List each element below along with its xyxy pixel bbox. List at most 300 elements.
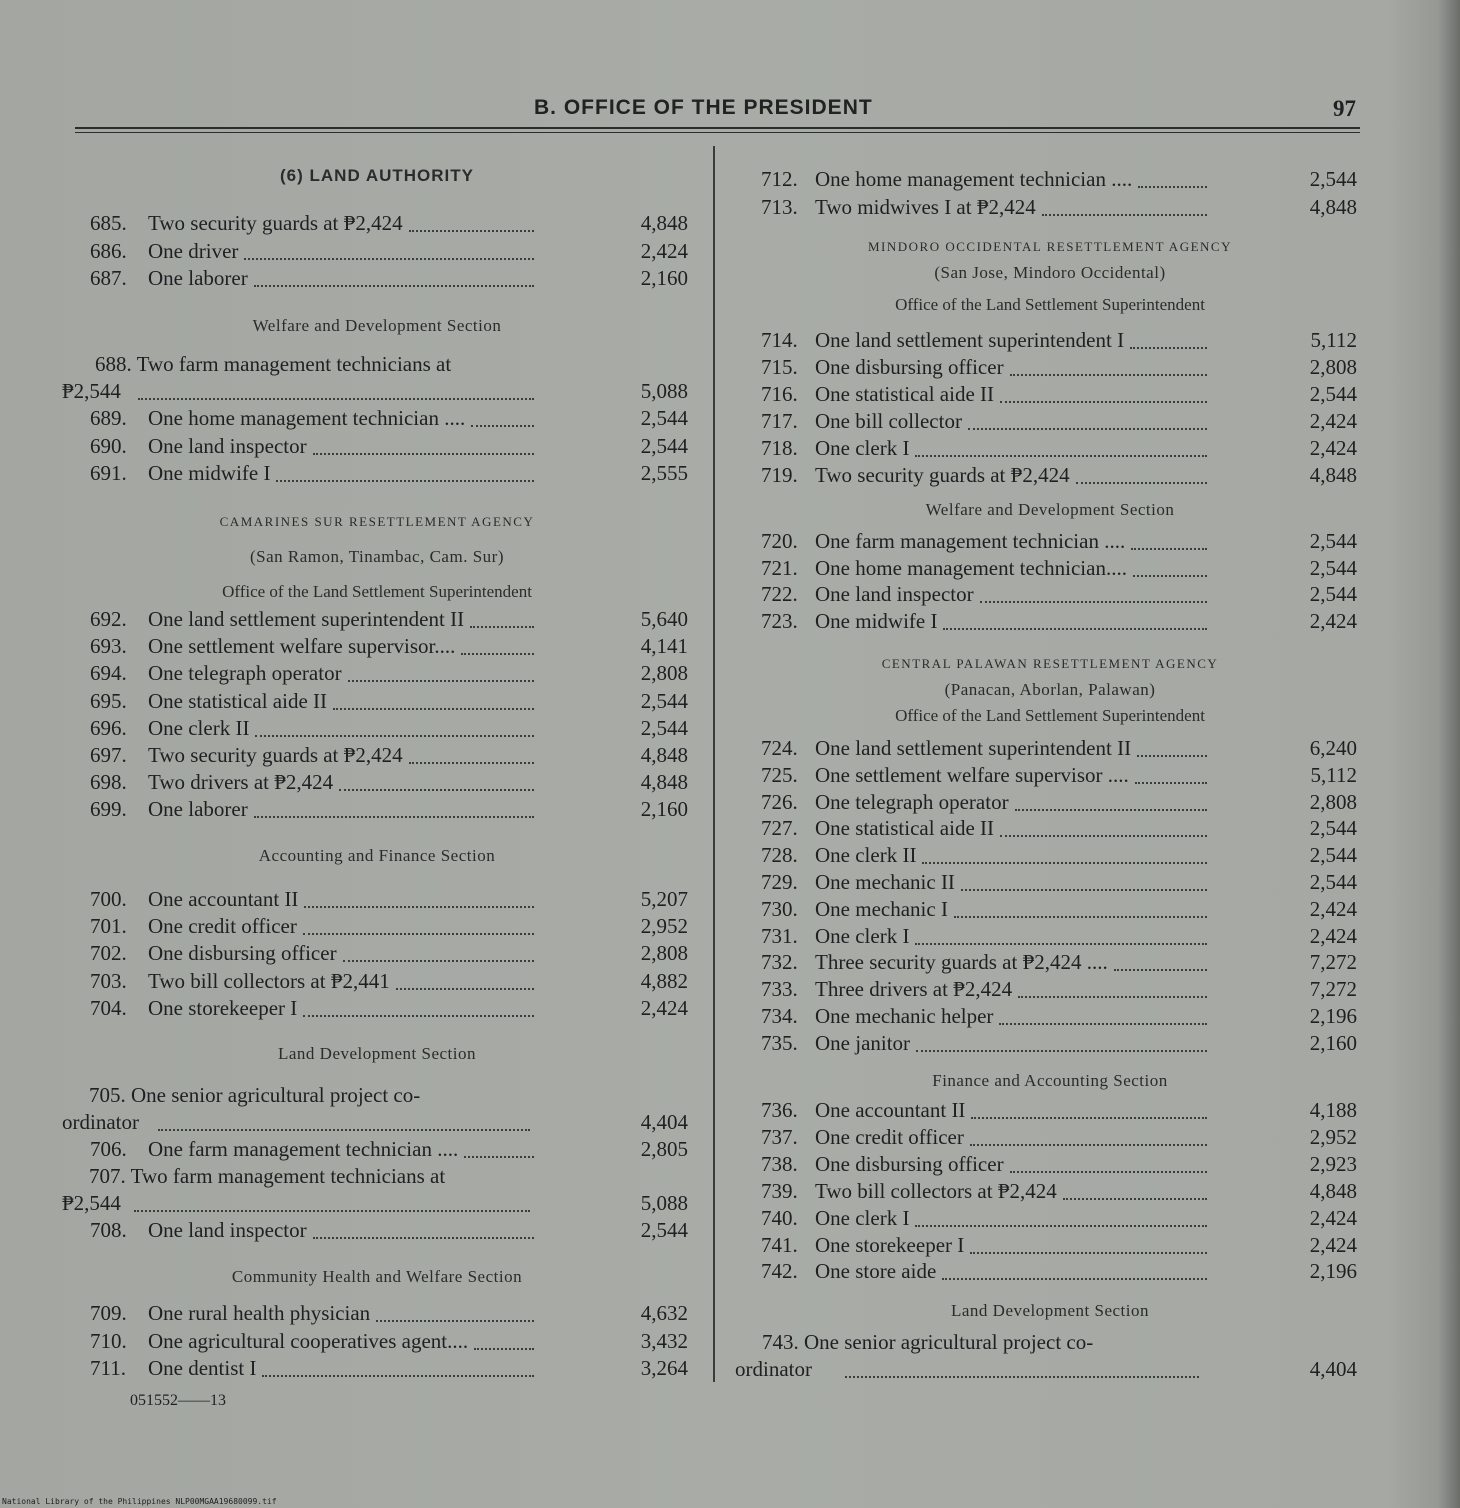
item-707-line1: 707. Two farm management technicians at — [89, 1164, 446, 1188]
item-description: One agricultural cooperatives agent.... — [148, 1328, 469, 1353]
item-number: 736. — [761, 1098, 798, 1122]
section-title: (6) LAND AUTHORITY — [280, 166, 474, 185]
line-item — [62, 1137, 692, 1163]
line-item — [735, 843, 1365, 869]
line-item — [62, 607, 692, 633]
item-amount: 2,544 — [1309, 555, 1357, 580]
item-description: One statistical aide II — [815, 382, 995, 406]
line-item — [62, 716, 692, 742]
item-description: One clerk I — [815, 923, 910, 948]
line-item — [735, 1206, 1365, 1232]
item-amount: 2,544 — [640, 1218, 688, 1242]
item-amount: 2,544 — [1309, 870, 1357, 894]
item-amount: 2,952 — [1309, 1124, 1357, 1149]
item-number: 697. — [90, 743, 127, 767]
item-amount: 2,424 — [1309, 896, 1357, 921]
line-item — [735, 1031, 1365, 1057]
section-heading-land-development: Land Development Section — [277, 1044, 476, 1063]
item-707-amount: 5,088 — [640, 1191, 688, 1215]
section-heading-welfare-mindoro: Welfare and Development Section — [925, 500, 1175, 519]
item-743-continuation: ordinator — [735, 1357, 812, 1381]
item-743-amount: 4,404 — [1309, 1357, 1357, 1381]
item-number: 729. — [761, 870, 798, 894]
line-item — [735, 1004, 1365, 1030]
item-amount: 4,848 — [1309, 194, 1357, 219]
item-number: 733. — [761, 977, 798, 1002]
item-description: One settlement welfare supervisor .... — [815, 762, 1129, 787]
item-description: Three security guards at ₱2,424 .... — [815, 950, 1108, 975]
item-amount: 4,632 — [640, 1301, 688, 1325]
agency-location-mindoro: (San Jose, Mindoro Occidental) — [934, 263, 1166, 282]
item-amount: 5,112 — [1310, 328, 1357, 352]
item-number: 735. — [761, 1030, 798, 1055]
item-amount: 2,923 — [1309, 1151, 1357, 1176]
item-description: One driver — [148, 238, 239, 263]
item-amount: 2,424 — [1309, 609, 1357, 634]
item-description: One home management technician.... — [815, 555, 1127, 580]
line-item — [735, 463, 1365, 489]
item-description: One clerk I — [815, 436, 910, 460]
leader-dots — [1130, 347, 1207, 349]
item-707-rate: ₱2,544 — [62, 1191, 121, 1215]
item-number: 690. — [90, 433, 127, 458]
leader-dots — [254, 285, 534, 287]
signature-code: 051552——13 — [130, 1392, 226, 1409]
leader-dots — [376, 1320, 534, 1322]
item-number: 727. — [761, 816, 798, 841]
leader-dots — [922, 862, 1207, 864]
item-description: One home management technician .... — [815, 167, 1133, 191]
item-amount: 5,207 — [640, 887, 688, 911]
item-number: 687. — [90, 266, 127, 290]
item-description: One accountant II — [815, 1098, 966, 1122]
leader-dots — [970, 1144, 1207, 1146]
leader-dots — [303, 1015, 534, 1017]
item-688-line2 — [62, 379, 692, 405]
line-item — [735, 556, 1365, 582]
item-amount: 5,640 — [640, 607, 688, 631]
item-description: One disbursing officer — [148, 941, 337, 966]
leader-dots — [138, 398, 534, 400]
item-description: Two drivers at ₱2,424 — [148, 770, 334, 795]
line-item — [62, 770, 692, 796]
item-number: 732. — [761, 950, 798, 975]
item-705-amount: 4,404 — [640, 1110, 688, 1134]
item-amount: 4,848 — [640, 770, 688, 795]
item-number: 714. — [761, 328, 798, 352]
item-description: One midwife I — [815, 609, 938, 634]
leader-dots — [303, 933, 534, 935]
column-divider — [713, 146, 715, 1382]
leader-dots — [158, 1129, 530, 1131]
leader-dots — [1000, 835, 1207, 837]
item-description: One telegraph operator — [148, 661, 342, 686]
item-amount: 2,424 — [640, 238, 688, 263]
item-705-continuation: ordinator — [62, 1110, 139, 1134]
line-item — [62, 406, 692, 432]
line-item — [62, 914, 692, 940]
line-item — [735, 950, 1365, 976]
item-number: 722. — [761, 582, 798, 607]
leader-dots — [409, 762, 534, 764]
line-item — [62, 1301, 692, 1327]
item-amount: 2,808 — [640, 661, 688, 686]
item-amount: 2,544 — [640, 688, 688, 713]
item-amount: 7,272 — [1309, 950, 1357, 975]
item-description: One statistical aide II — [148, 688, 328, 713]
item-688-rate: ₱2,544 — [62, 379, 121, 403]
item-number: 741. — [761, 1232, 798, 1257]
item-description: One laborer — [148, 797, 248, 822]
item-description: One accountant II — [148, 887, 299, 911]
section-heading-land-development-palawan: Land Development Section — [950, 1301, 1149, 1320]
office-heading-palawan: Office of the Land Settlement Superintendent — [895, 706, 1205, 725]
leader-dots — [915, 943, 1207, 945]
item-description: One land settlement superintendent I — [815, 328, 1125, 352]
item-description: One land inspector — [148, 433, 307, 458]
item-description: Two midwives I at ₱2,424 — [815, 194, 1036, 219]
item-number: 713. — [761, 194, 798, 219]
line-item — [62, 996, 692, 1022]
leader-dots — [1137, 755, 1207, 757]
item-number: 726. — [761, 789, 798, 814]
item-amount: 2,544 — [640, 715, 688, 740]
item-number: 693. — [90, 634, 127, 659]
leader-dots — [970, 1252, 1207, 1254]
item-705-line1: 705. One senior agricultural project co- — [89, 1083, 421, 1107]
item-number: 704. — [90, 995, 127, 1020]
leader-dots — [999, 1023, 1207, 1025]
item-number: 731. — [761, 923, 798, 948]
line-item — [735, 167, 1365, 193]
scan-credit: National Library of the Philippines NLP00MGAA19680099.tif — [2, 1497, 277, 1506]
agency-heading-mindoro: MINDORO OCCIDENTAL RESETTLEMENT AGENCY — [868, 239, 1232, 254]
item-number: 720. — [761, 529, 798, 553]
item-description: One disbursing officer — [815, 1151, 1004, 1176]
item-688-amount: 5,088 — [640, 379, 688, 403]
item-description: One home management technician .... — [148, 406, 466, 430]
item-description: One janitor — [815, 1030, 911, 1055]
item-description: One credit officer — [148, 914, 297, 939]
item-number: 710. — [90, 1328, 127, 1353]
page-header — [0, 96, 1460, 126]
item-number: 685. — [90, 211, 127, 235]
item-amount: 2,424 — [1309, 923, 1357, 948]
item-number: 699. — [90, 797, 127, 822]
leader-dots — [276, 480, 534, 482]
item-number: 703. — [90, 968, 127, 993]
line-item — [62, 969, 692, 995]
item-number: 740. — [761, 1205, 798, 1230]
item-number: 696. — [90, 715, 127, 740]
leader-dots — [343, 960, 534, 962]
office-heading-camarines: Office of the Land Settlement Superintendent — [222, 582, 532, 601]
item-743-line2 — [735, 1357, 1365, 1383]
item-description: One storekeeper I — [148, 995, 298, 1020]
item-number: 728. — [761, 843, 798, 868]
item-description: One bill collector — [815, 409, 962, 433]
leader-dots — [968, 428, 1207, 430]
line-item — [62, 1329, 692, 1355]
line-item — [62, 941, 692, 967]
leader-dots — [409, 230, 534, 232]
item-number: 709. — [90, 1301, 127, 1325]
line-item — [62, 634, 692, 660]
line-item — [735, 328, 1365, 354]
leader-dots — [1010, 1171, 1207, 1173]
line-item — [735, 195, 1365, 221]
section-heading-finance: Finance and Accounting Section — [932, 1071, 1168, 1090]
item-amount: 2,544 — [1309, 167, 1357, 191]
item-description: One midwife I — [148, 461, 271, 485]
leader-dots — [916, 1050, 1207, 1052]
item-description: One clerk I — [815, 1205, 910, 1230]
item-description: One land settlement superintendent II — [148, 607, 465, 631]
item-amount: 2,544 — [1309, 843, 1357, 868]
item-number: 691. — [90, 461, 127, 485]
item-amount: 2,424 — [640, 995, 688, 1020]
leader-dots — [464, 1156, 534, 1158]
leader-dots — [943, 628, 1207, 630]
item-number: 716. — [761, 382, 798, 406]
item-number: 708. — [90, 1218, 127, 1242]
page-number: 97 — [1333, 96, 1356, 121]
line-item — [735, 924, 1365, 950]
item-amount: 2,544 — [640, 433, 688, 458]
leader-dots — [255, 735, 534, 737]
item-amount: 7,272 — [1309, 977, 1357, 1002]
item-amount: 2,808 — [640, 941, 688, 966]
line-item — [735, 870, 1365, 896]
leader-dots — [1010, 374, 1207, 376]
item-description: One clerk II — [815, 843, 917, 868]
item-description: One farm management technician .... — [148, 1137, 459, 1161]
item-number: 718. — [761, 436, 798, 460]
leader-dots — [1131, 548, 1207, 550]
leader-dots — [1015, 809, 1207, 811]
item-number: 723. — [761, 609, 798, 634]
item-description: Two bill collectors at ₱2,424 — [815, 1178, 1057, 1203]
leader-dots — [339, 789, 534, 791]
item-number: 695. — [90, 688, 127, 713]
leader-dots — [471, 425, 534, 427]
item-description: One credit officer — [815, 1124, 964, 1149]
item-description: One farm management technician .... — [815, 529, 1126, 553]
item-688-line1: 688. Two farm management technicians at — [95, 352, 452, 376]
leader-dots — [396, 988, 534, 990]
item-707-line2 — [62, 1191, 692, 1217]
line-item — [735, 355, 1365, 381]
leader-dots — [980, 601, 1207, 603]
leader-dots — [1076, 482, 1207, 484]
line-item — [735, 897, 1365, 923]
header-rule-thin — [75, 132, 1360, 133]
agency-location-camarines: (San Ramon, Tinambac, Cam. Sur) — [250, 547, 504, 566]
item-amount: 2,544 — [1309, 816, 1357, 841]
agency-heading-camarines: CAMARINES SUR RESETTLEMENT AGENCY — [219, 514, 535, 529]
item-amount: 2,196 — [1309, 1259, 1357, 1284]
item-number: 715. — [761, 355, 798, 379]
leader-dots — [915, 455, 1207, 457]
line-item — [62, 743, 692, 769]
line-item — [62, 1356, 692, 1382]
item-number: 719. — [761, 463, 798, 487]
item-amount: 3,432 — [640, 1328, 688, 1353]
item-amount: 2,196 — [1309, 1004, 1357, 1028]
item-description: One mechanic helper — [815, 1004, 994, 1028]
item-amount: 2,952 — [640, 914, 688, 939]
leader-dots — [1000, 401, 1207, 403]
item-description: One clerk II — [148, 715, 250, 740]
item-number: 689. — [90, 406, 127, 430]
line-item — [735, 1233, 1365, 1259]
item-description: One store aide — [815, 1259, 937, 1284]
leader-dots — [845, 1376, 1199, 1378]
line-item — [735, 529, 1365, 555]
item-description: One dentist I — [148, 1356, 257, 1380]
leader-dots — [954, 916, 1207, 918]
item-amount: 2,424 — [1309, 409, 1357, 433]
item-amount: 2,555 — [640, 461, 688, 485]
leader-dots — [333, 708, 534, 710]
item-amount: 6,240 — [1309, 736, 1357, 760]
line-item — [62, 434, 692, 460]
leader-dots — [313, 1237, 534, 1239]
leader-dots — [1063, 1198, 1207, 1200]
item-description: One telegraph operator — [815, 789, 1009, 814]
leader-dots — [942, 1278, 1207, 1280]
item-amount: 2,808 — [1309, 355, 1357, 379]
line-item — [62, 266, 692, 292]
item-number: 730. — [761, 896, 798, 921]
item-number: 686. — [90, 238, 127, 263]
agency-heading-palawan: CENTRAL PALAWAN RESETTLEMENT AGENCY — [881, 656, 1219, 671]
header-rule — [75, 127, 1360, 129]
item-amount: 2,424 — [1309, 436, 1357, 460]
leader-dots — [262, 1375, 534, 1377]
item-amount: 2,544 — [1309, 582, 1357, 607]
item-amount: 4,848 — [1309, 1178, 1357, 1203]
line-item — [62, 887, 692, 913]
line-item — [735, 436, 1365, 462]
line-item — [735, 582, 1365, 608]
section-heading-community-health: Community Health and Welfare Section — [231, 1267, 523, 1286]
leader-dots — [304, 906, 534, 908]
item-number: 711. — [90, 1356, 126, 1380]
item-number: 725. — [761, 762, 798, 787]
item-amount: 4,188 — [1309, 1098, 1357, 1122]
item-number: 717. — [761, 409, 798, 433]
item-number: 692. — [90, 607, 127, 631]
leader-dots — [961, 889, 1207, 891]
leader-dots — [244, 258, 534, 260]
line-item — [62, 461, 692, 487]
line-item — [62, 239, 692, 265]
line-item — [735, 816, 1365, 842]
item-amount: 5,112 — [1310, 762, 1357, 787]
leader-dots — [134, 1210, 530, 1212]
item-number: 701. — [90, 914, 127, 939]
line-item — [735, 1125, 1365, 1151]
line-item — [735, 1259, 1365, 1285]
line-item — [735, 1179, 1365, 1205]
line-item — [735, 1152, 1365, 1178]
leader-dots — [1114, 969, 1207, 971]
item-amount: 2,805 — [640, 1137, 688, 1161]
line-item — [735, 609, 1365, 635]
item-amount: 2,424 — [1309, 1232, 1357, 1257]
item-number: 724. — [761, 736, 798, 760]
leader-dots — [1138, 186, 1207, 188]
leader-dots — [1135, 782, 1207, 784]
line-item — [735, 763, 1365, 789]
item-amount: 2,808 — [1309, 789, 1357, 814]
item-number: 742. — [761, 1259, 798, 1284]
item-amount: 2,424 — [1309, 1205, 1357, 1230]
item-description: Three drivers at ₱2,424 — [815, 977, 1013, 1002]
line-item — [735, 382, 1365, 408]
leader-dots — [1042, 214, 1207, 216]
item-description: Two security guards at ₱2,424 — [148, 743, 403, 767]
section-heading-welfare: Welfare and Development Section — [252, 316, 502, 335]
line-item — [62, 211, 692, 237]
item-description: One mechanic I — [815, 896, 948, 921]
item-amount: 4,141 — [640, 634, 688, 659]
item-description: One laborer — [148, 266, 248, 290]
item-amount: 4,848 — [640, 743, 688, 767]
item-number: 700. — [90, 887, 127, 911]
item-amount: 2,160 — [640, 797, 688, 822]
item-description: One rural health physician — [148, 1301, 371, 1325]
item-description: One storekeeper I — [815, 1232, 965, 1257]
item-number: 737. — [761, 1124, 798, 1149]
section-heading-accounting: Accounting and Finance Section — [258, 846, 496, 865]
line-item — [62, 1218, 692, 1244]
item-743-line1: 743. One senior agricultural project co- — [762, 1330, 1094, 1354]
header-title: B. OFFICE OF THE PRESIDENT — [534, 96, 873, 119]
item-705-line2 — [62, 1110, 692, 1136]
item-number: 694. — [90, 661, 127, 686]
line-item — [735, 736, 1365, 762]
line-item — [735, 409, 1365, 435]
leader-dots — [971, 1117, 1207, 1119]
item-amount: 2,544 — [1309, 382, 1357, 406]
line-item — [62, 797, 692, 823]
leader-dots — [461, 653, 534, 655]
item-number: 721. — [761, 555, 798, 580]
item-description: One statistical aide II — [815, 816, 995, 841]
line-item — [735, 790, 1365, 816]
item-number: 698. — [90, 770, 127, 795]
leader-dots — [470, 626, 534, 628]
item-amount: 4,882 — [640, 968, 688, 993]
line-item — [735, 977, 1365, 1003]
item-amount: 2,160 — [1309, 1030, 1357, 1055]
item-number: 739. — [761, 1178, 798, 1203]
page-edge-shadow — [1438, 0, 1460, 1508]
item-number: 738. — [761, 1151, 798, 1176]
item-amount: 4,848 — [1309, 463, 1357, 487]
item-description: Two security guards at ₱2,424 — [815, 463, 1070, 487]
item-number: 712. — [761, 167, 798, 191]
leader-dots — [254, 816, 534, 818]
item-description: Two security guards at ₱2,424 — [148, 211, 403, 235]
line-item — [735, 1098, 1365, 1124]
item-amount: 4,848 — [640, 211, 688, 235]
item-amount: 2,160 — [640, 266, 688, 290]
leader-dots — [348, 680, 534, 682]
item-description: One settlement welfare supervisor.... — [148, 634, 456, 659]
